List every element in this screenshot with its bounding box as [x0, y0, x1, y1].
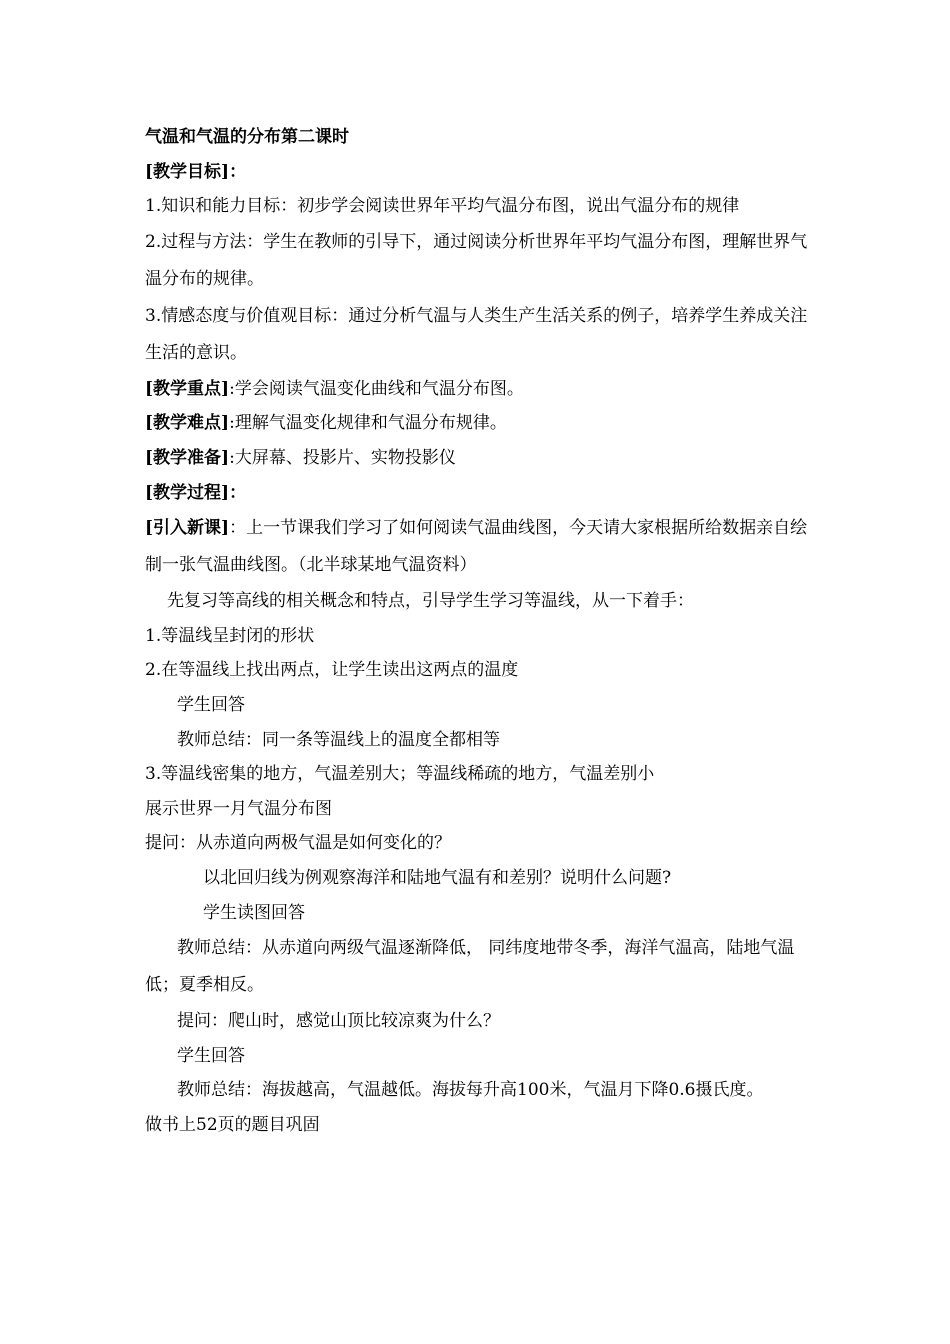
- preparation-label: [教学准备]: [145, 447, 230, 468]
- objectives-heading: [教学目标]：: [145, 161, 247, 182]
- preparation: [145, 441, 810, 476]
- difficulty-label: [教学难点]: [145, 413, 230, 434]
- intro-paragraph: [145, 510, 810, 584]
- objective-1: 1.知识和能力目标：初步学会阅读世界年平均气温分布图，说出气温分布的规律: [145, 196, 740, 217]
- page-title: 气温和气温的分布第二课时: [145, 127, 349, 147]
- difficulty: [145, 406, 810, 441]
- list-item: 3.等温线密集的地方，气温差别大；等温线稀疏的地方，气温差别小: [145, 764, 655, 785]
- question-followup: 以北回归线为例观察海洋和陆地气温有和差别？说明什么问题?: [203, 867, 672, 888]
- intro-label: [引入新课]: [145, 518, 230, 539]
- key-point-text: :学会阅读气温变化曲线和气温分布图。: [229, 378, 524, 399]
- question: 提问：从赤道向两极气温是如何变化的？: [145, 833, 451, 854]
- process-heading: [教学过程]：: [145, 482, 247, 503]
- student-answer: 学生回答: [177, 694, 245, 715]
- list-item: 1.等温线呈封闭的形状: [145, 625, 315, 646]
- difficulty-text: :理解气温变化规律和气温分布规律。: [229, 413, 507, 434]
- key-point: [145, 372, 810, 407]
- teacher-summary: 教师总结：海拔越高，气温越低。海拔每升高100米，气温月下降0.6摄氏度。: [177, 1080, 764, 1101]
- key-point-label: [教学重点]: [145, 378, 230, 399]
- review-intro: 先复习等高线的相关概念和特点，引导学生学习等温线，从一下着手：: [167, 591, 694, 612]
- teacher-summary: 教师总结：同一条等温线上的温度全都相等: [177, 729, 500, 750]
- lesson-plan: [145, 120, 810, 1142]
- question: 提问：爬山时，感觉山顶比较凉爽为什么？: [177, 1011, 500, 1032]
- list-item: 2.在等温线上找出两点，让学生读出这两点的温度: [145, 660, 519, 681]
- intro-text: ：上一节课我们学习了如何阅读气温曲线图，今天请大家根据所给数据亲自绘制一张气温曲线图。（北半球某地气温资料）: [145, 518, 808, 576]
- objective-3: 3.情感态度与价值观目标：通过分析气温与人类生产生活关系的例子，培养学生养成关注生活的意识。: [145, 305, 808, 363]
- homework: 做书上52页的题目巩固: [145, 1114, 320, 1135]
- show-map: 展示世界一月气温分布图: [145, 798, 332, 819]
- preparation-text: :大屏幕、投影片、实物投影仪: [229, 447, 456, 468]
- student-answer: 学生回答: [177, 1045, 245, 1066]
- teacher-summary: 教师总结：从赤道向两级气温逐渐降低， 同纬度地带冬季，海洋气温高，陆地气温低；夏季相反。: [145, 938, 795, 996]
- student-answer: 学生读图回答: [203, 902, 305, 923]
- objective-2: 2.过程与方法：学生在教师的引导下，通过阅读分析世界年平均气温分布图，理解世界气温分布的规律。: [145, 231, 808, 289]
